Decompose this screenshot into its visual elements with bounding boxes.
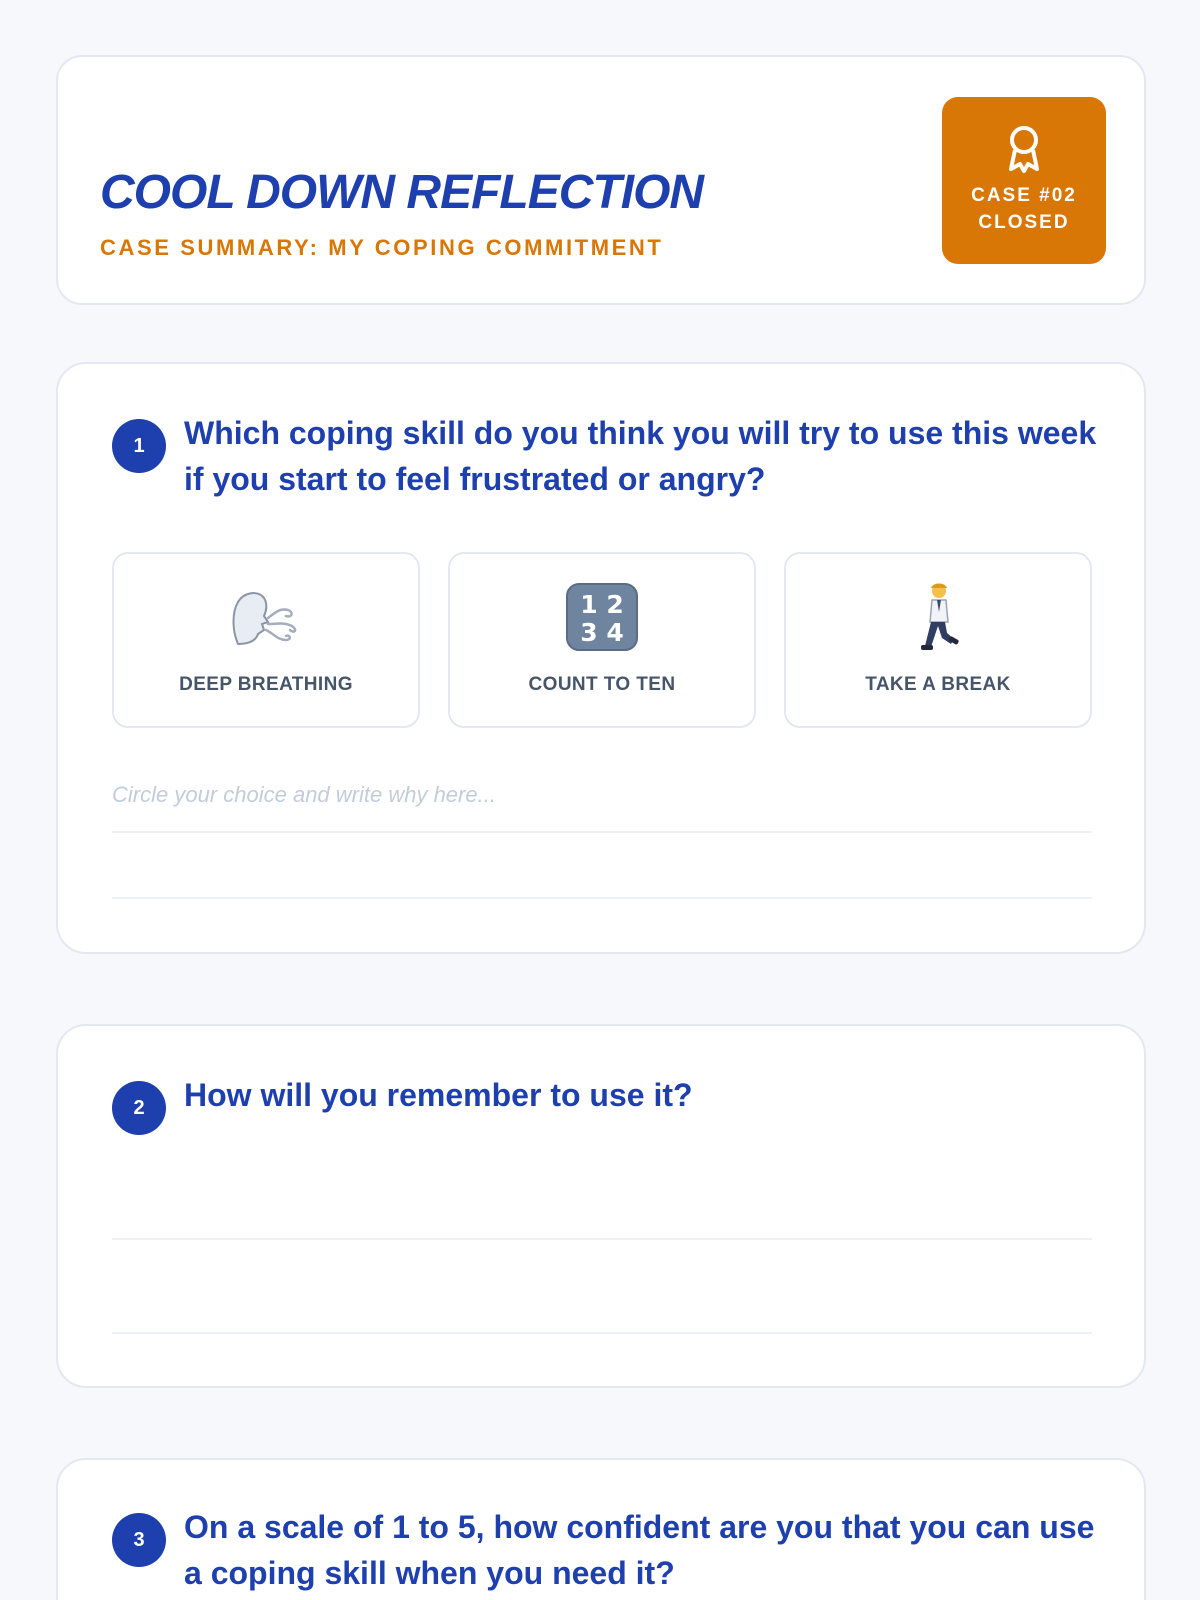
question-number-badge: 3 [112, 1513, 166, 1567]
badge-case-number: CASE #02 [971, 185, 1077, 206]
answer-line[interactable] [112, 897, 1092, 899]
header-card [56, 55, 1146, 305]
answer-line[interactable] [112, 1332, 1092, 1334]
coping-skill-options [112, 552, 1092, 728]
answer-placeholder[interactable]: Circle your choice and write why here... [112, 782, 496, 807]
question-text: Which coping skill do you think you will try to use this week if you start to feel frustrated or angry? [184, 415, 1097, 497]
numbers-1234-icon [450, 582, 754, 652]
question-card-2 [56, 1024, 1146, 1388]
question-text: How will you remember to use it? [184, 1077, 693, 1113]
walking-person-icon [786, 582, 1090, 652]
svg-text:3 4: 3 4 [580, 618, 624, 647]
question-number-badge: 1 [112, 419, 166, 473]
option-label: TAKE A BREAK [865, 674, 1011, 695]
answer-line[interactable] [112, 1238, 1092, 1240]
svg-text:1 2: 1 2 [580, 590, 624, 619]
question-number-badge: 2 [112, 1081, 166, 1135]
blowing-breath-icon [114, 582, 418, 652]
option-label: COUNT TO TEN [528, 674, 676, 695]
badge-case-status: CLOSED [978, 212, 1070, 233]
option-label: DEEP BREATHING [179, 674, 353, 695]
question-text: On a scale of 1 to 5, how confident are you that you can use a coping skill when you need it? [184, 1509, 1095, 1591]
option-deep-breathing[interactable] [112, 552, 420, 728]
case-status-badge [942, 97, 1106, 264]
award-ribbon-icon [1000, 123, 1048, 175]
option-count-to-ten[interactable] [448, 552, 756, 728]
option-take-a-break[interactable] [784, 552, 1092, 728]
page-title: COOL DOWN REFLECTION [100, 166, 704, 219]
answer-line[interactable] [112, 831, 1092, 833]
question-card-3 [56, 1458, 1146, 1600]
page-subtitle: CASE SUMMARY: MY COPING COMMITMENT [100, 235, 664, 260]
question-card-1 [56, 362, 1146, 954]
